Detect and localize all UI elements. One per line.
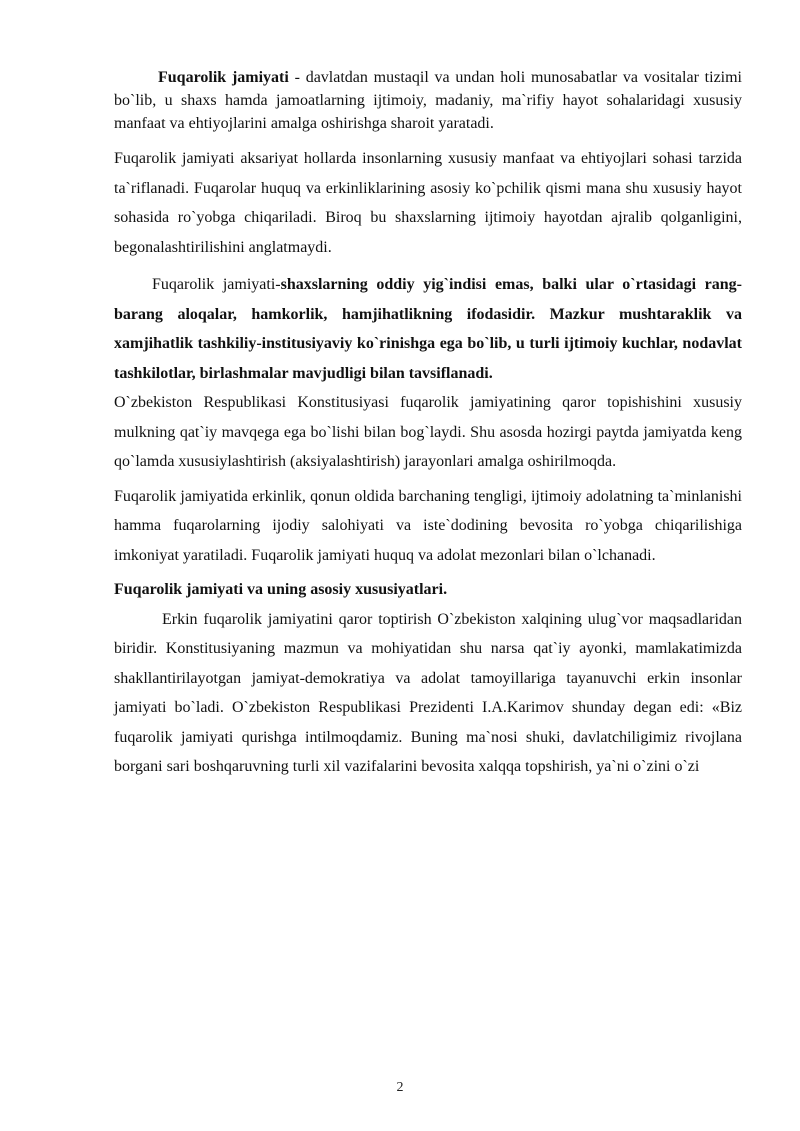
term-bold: Fuqarolik jamiyati [158,69,289,86]
paragraph-associations [114,270,742,388]
document-body [114,66,742,782]
paragraph-definition [114,66,742,135]
page-number: 2 [396,1080,404,1095]
paragraph-freedom: Fuqarolik jamiyatida erkinlik, qonun oldida barchaning tengligi, ijtimoiy adolatning ta`minlanishi hamma fuqarolarning ijodiy salohiyati va iste`dodining bevosita ro`yobga chiqarilishiga imkoniyat yaratiladi. Fuqarolik jamiyati huquq va adolat mezonlari bilan o`lchanadi. [114,487,742,564]
paragraph-lead: Fuqarolik jamiyati- [152,276,281,293]
paragraph-bold-text: shaxslarning oddiy yig`indisi emas, balki ular o`rtasidagi rang-barang aloqalar, hamkorlik, hamjihatlikning ifodasidir. Mazkur mushtaraklik va xamjihatlik tashkiliy-institusiyaviy ko`rinishga ega bo`lib, u turli ijtimoiy kuchlar, nodavlat tashkilotlar, birlashmalar mavjudligi bilan tavsiflanadi. [114,276,742,382]
paragraph-private-sphere: Fuqarolik jamiyati aksariyat hollarda insonlarning xususiy manfaat va ehtiyojlari sohasi tarzida ta`riflanadi. Fuqarolar huquq va erkinliklarining asosiy ko`pchilik qismi mana shu xususiy hayot sohasida ro`yobga chiqariladi. Biroq bu shaxslarning ijtimoiy hayotdan ajralib qolganligini, begonalashtirilishini anglatmaydi. [114,150,742,256]
section-heading: Fuqarolik jamiyati va uning asosiy xususiyatlari. [114,581,448,598]
paragraph-constitution: O`zbekiston Respublikasi Konstitusiyasi fuqarolik jamiyatining qaror topishishini xususiy mulkning qat`iy mavqega ega bo`lishi bilan bog`laydi. Shu asosda hozirgi paytda jamiyatda keng qo`lamda xususiylashtirish (aksiyalashtirish) jarayonlari amalga oshirilmoqda. [114,394,742,470]
definition-text: - davlatdan mustaqil va undan holi munosabatlar va vositalar tizimi bo`lib, u shaxs hamda jamoatlarning ijtimoiy, madaniy, ma`rifiy hayot sohalaridagi xususiy manfaat va ehtiyojlarini amalga oshirishga sharoit yaratadi. [114,69,743,132]
paragraph-goals: Erkin fuqarolik jamiyatini qaror toptirish O`zbekiston xalqining ulug`vor maqsadlaridan biridir. Konstitusiyaning mazmun va mohiyatidan shu narsa qat`iy ayonki, mamlakatimizda shakllantirilayotgan jamiyat-demokratiya va adolat tamoyillariga tayanuvchi erkin insonlar jamiyati bo`ladi. O`zbekiston Respublikasi Prezidenti I.A.Karimov shunday degan edi: «Biz fuqarolik jamiyati qurishga intilmoqdamiz. Buning ma`nosi shuki, davlatchiligimiz rivojlana borgani sari boshqaruvning turli xil vazifalarini bevosita xalqqa topshirish, ya`ni o`zini o`zi [114,610,742,775]
